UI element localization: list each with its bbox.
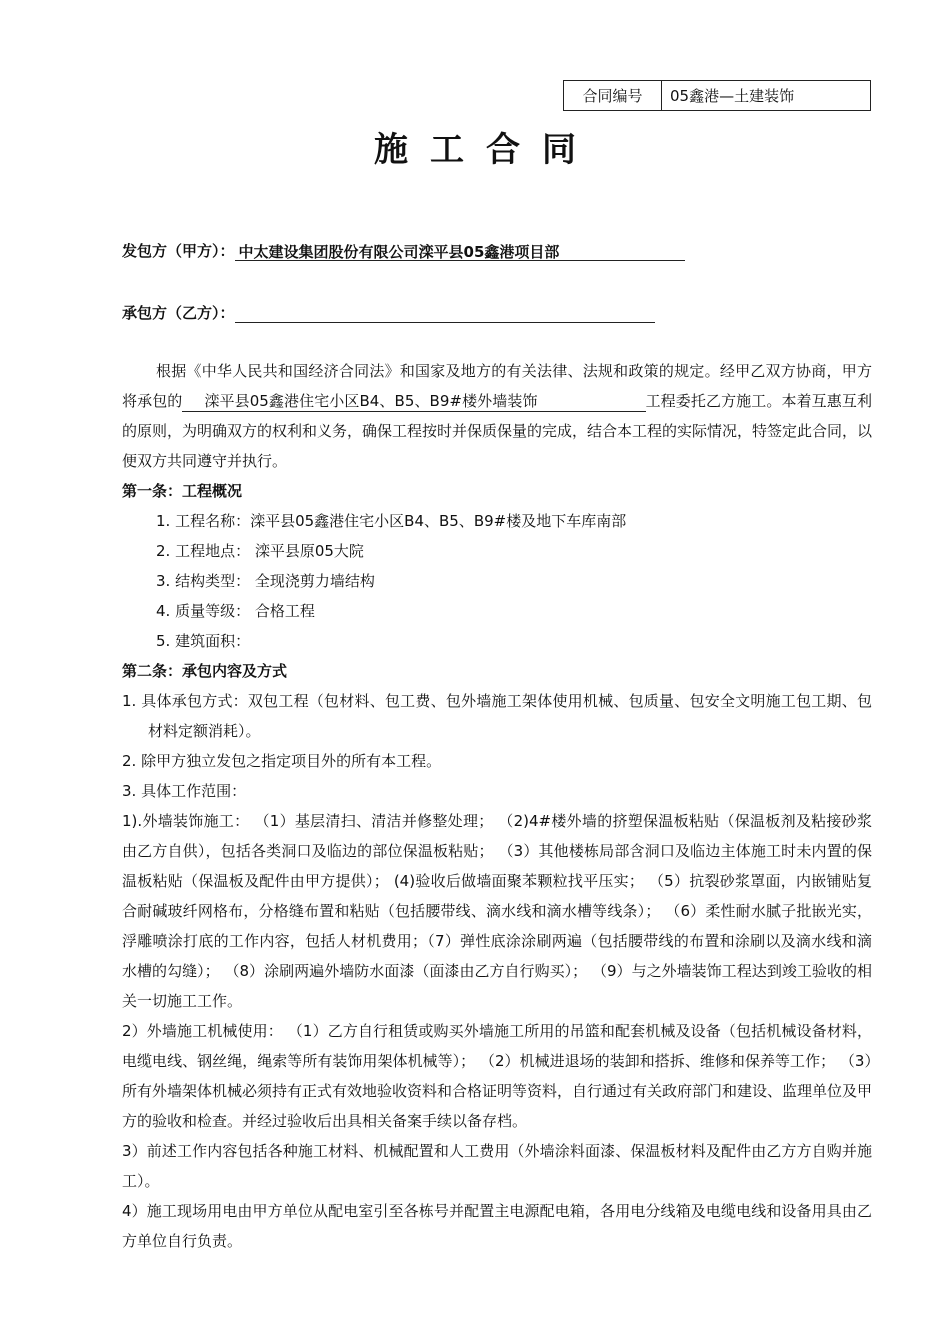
party-a-value: 中太建设集团股份有限公司滦平县05鑫港项目部 xyxy=(235,241,685,261)
party-a-label: 发包方（甲方）： xyxy=(122,242,235,260)
preamble-part2: 工程委托乙方施工。本着互惠互利的原则，为明确双方的权利和义务，确保工程按时并保质保量的完成，结合本工程的实际情况，特签定此合同，以便双方共同遵守并执行。 xyxy=(122,392,873,470)
contract-number-box xyxy=(563,80,871,111)
preamble xyxy=(122,356,872,476)
article1-item: 4. 质量等级： 合格工程 xyxy=(156,602,315,620)
article1-item: 3. 结构类型： 全现浇剪力墙结构 xyxy=(156,572,375,590)
article2-item: 1. 具体承包方式：双包工程（包材料、包工费、包外墙施工架体使用机械、包质量、包安全文明施工包工期、包材料定额消耗）。 xyxy=(122,692,872,740)
article2-item: 2. 除甲方独立发包之指定项目外的所有本工程。 xyxy=(122,752,442,770)
contract-number-label: 合同编号 xyxy=(564,81,662,110)
scope-paragraph: 1).外墙装饰施工： （1）基层清扫、清洁并修整处理； （2)4#楼外墙的挤塑保温板粘贴（保温板剂及粘接砂浆由乙方自供），包括各类洞口及临边的部位保温板粘贴； （3）其他楼栋局部含洞口及临边主体施工时未内置的保温板粘贴（保温板及配件由甲方提供）； (4)验收后做墙面聚苯颗粒找平压实； （5）抗裂砂浆罩面，内嵌铺贴复合耐碱玻纤网格布，分格缝布置和粘贴（包括腰带线、滴水线和滴水槽等线条）； （6）柔性耐水腻子批嵌光实，浮雕喷涂打底的工作内容，包括人材机费用；（7）弹性底涂涂刷两遍（包括腰带线的布置和涂刷以及滴水线和滴水槽的勾缝）； （8）涂刷两遍外墙防水面漆（面漆由乙方自行购买）； （9）与之外墙装饰工程达到竣工验收的相关一切施工工作。 xyxy=(122,812,872,1010)
contract-body xyxy=(122,356,872,1256)
party-b-label: 承包方（乙方）： xyxy=(122,304,235,322)
preamble-project: 滦平县05鑫港住宅小区B4、B5、B9#楼外墙装饰 xyxy=(182,392,645,412)
contract-number-value: 05鑫港—土建装饰 xyxy=(670,87,795,105)
document-title: 施工合同 xyxy=(374,130,598,170)
article1-item: 2. 工程地点： 滦平县原05大院 xyxy=(156,542,364,560)
scope-paragraph: 4）施工现场用电由甲方单位从配电室引至各栋号并配置主电源配电箱，各用电分线箱及电缆电线和设备用具由乙方单位自行负责。 xyxy=(122,1202,872,1250)
party-b-value xyxy=(235,303,655,323)
article1-heading: 第一条：工程概况 xyxy=(122,482,243,500)
party-b xyxy=(122,302,655,323)
article2-heading: 第二条：承包内容及方式 xyxy=(122,662,288,680)
article2-item: 3. 具体工作范围： xyxy=(122,782,247,800)
scope-paragraph: 2）外墙施工机械使用： （1）乙方自行租赁或购买外墙施工所用的吊篮和配套机械及设备（包括机械设备材料，电缆电线、钢丝绳，绳索等所有装饰用架体机械等）； （2）机械进退场的装卸和搭拆、维修和保养等工作； （3）所有外墙架体机械必须持有正式有效地验收资料和合格证明等资料，自行通过有关政府部门和建设、监理单位及甲方的验收和检查。并经过验收后出具相关备案手续以备存档。 xyxy=(122,1022,873,1130)
article1-item: 1. 工程名称：滦平县05鑫港住宅小区B4、B5、B9#楼及地下车库南部 xyxy=(156,512,627,530)
party-a xyxy=(122,240,685,261)
article1-item: 5. 建筑面积： xyxy=(156,632,251,650)
preamble-part1: 根据《中华人民共和国经济合同法》和国家及地方的有关法律、法规和政策的规定。经甲乙双方协商，甲方将承包的 xyxy=(122,362,872,410)
scope-paragraph: 3）前述工作内容包括各种施工材料、机械配置和人工费用（外墙涂料面漆、保温板材料及配件由乙方方自购并施工）。 xyxy=(122,1142,872,1190)
